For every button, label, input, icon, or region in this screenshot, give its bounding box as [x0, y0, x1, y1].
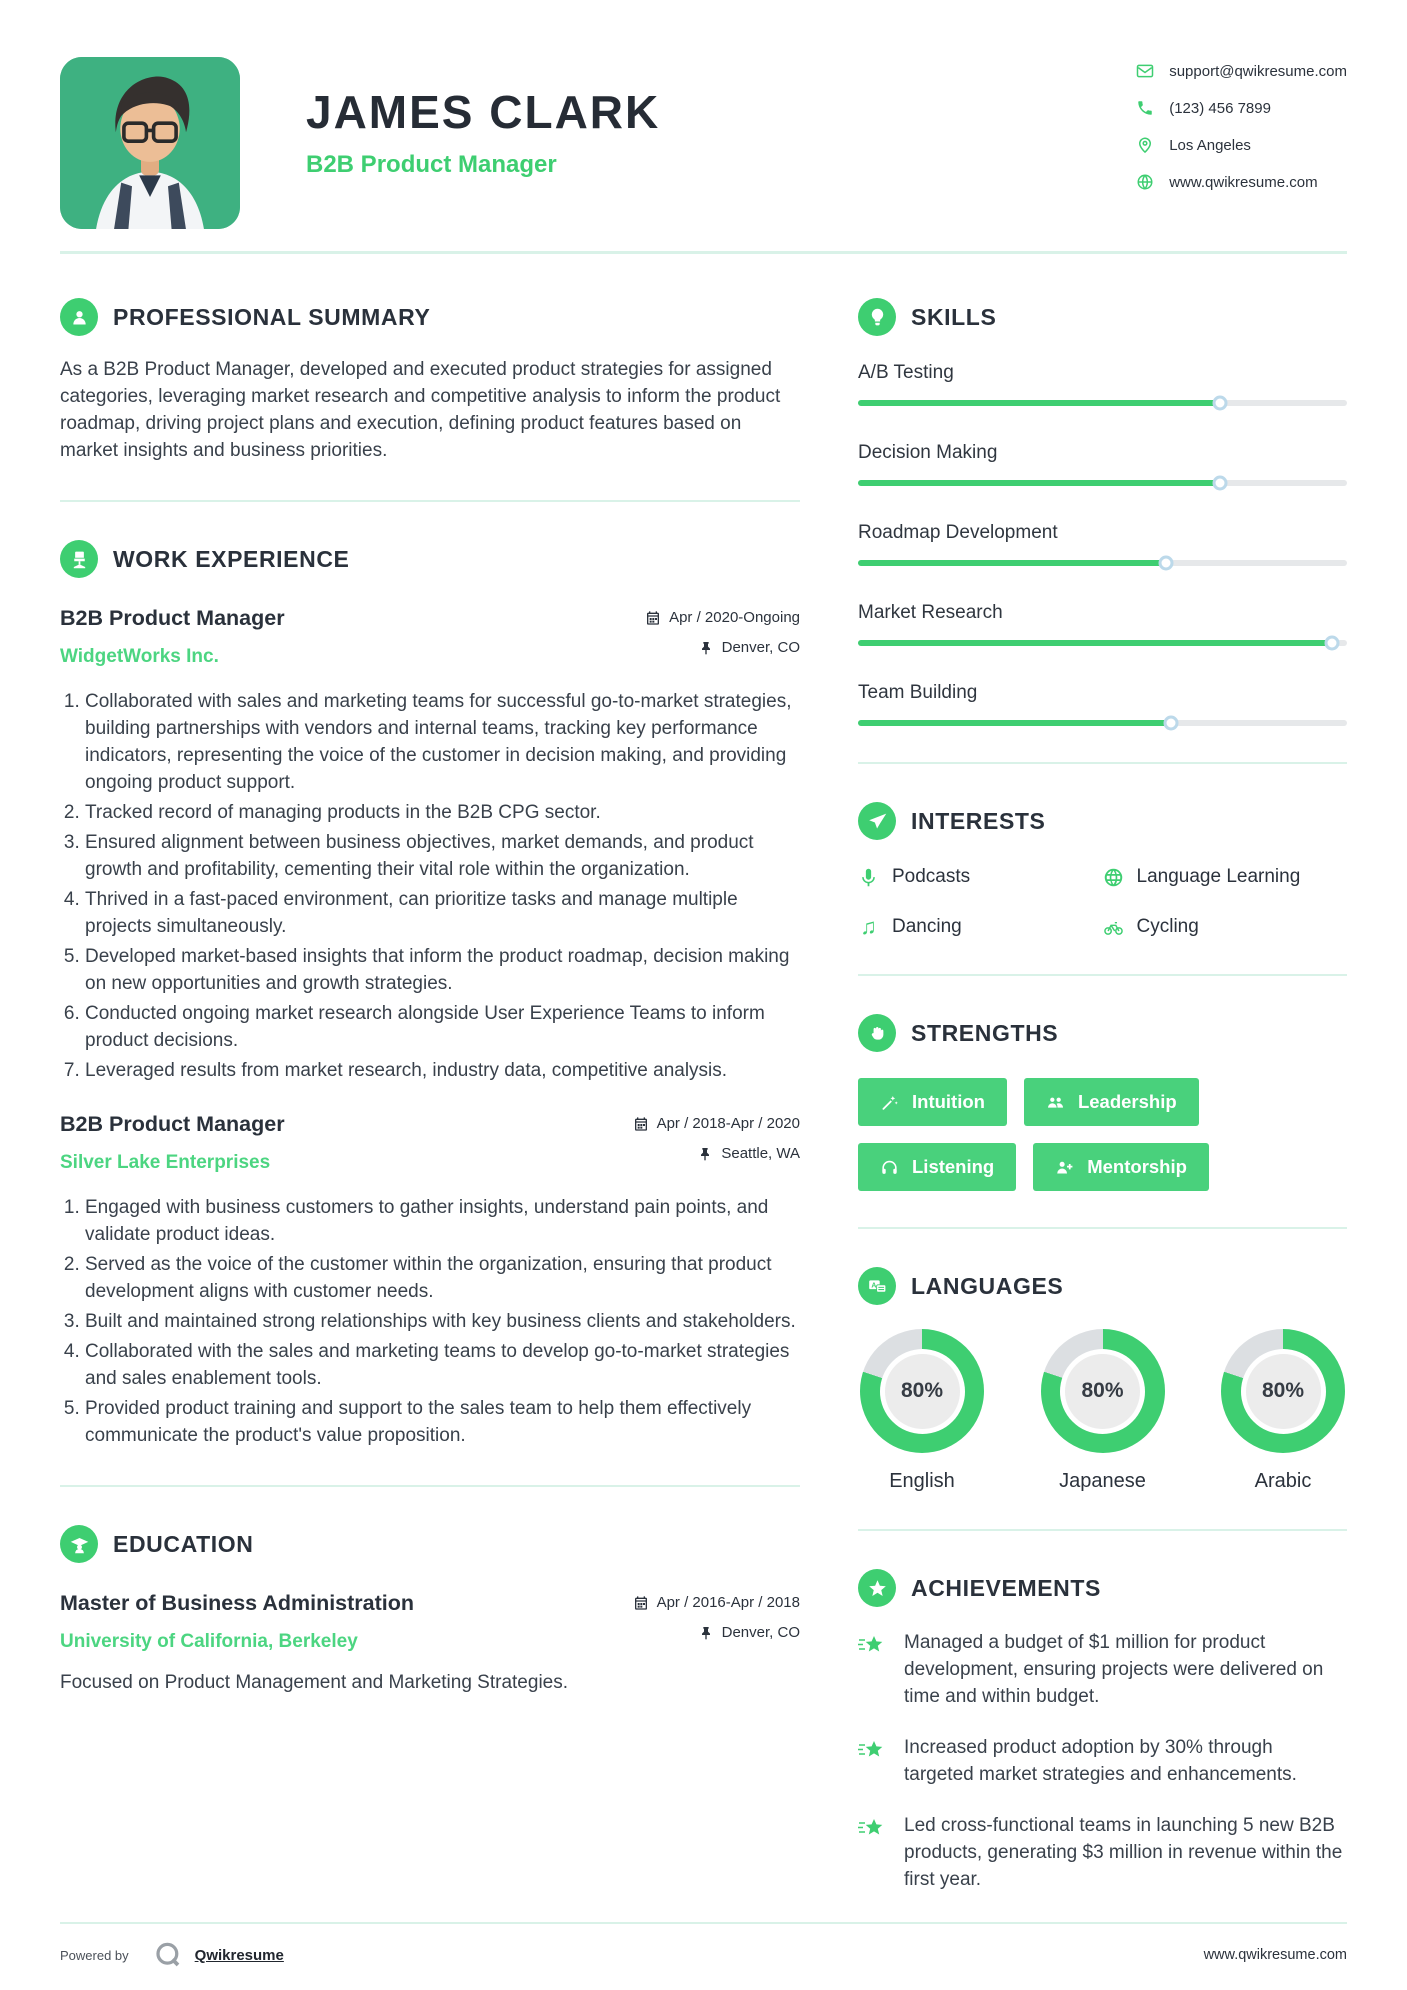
section-professional-summary — [60, 298, 800, 336]
contact-location-text: Los Angeles — [1169, 136, 1251, 154]
achievement-item: Increased product adoption by 30% through targeted market strategies and enhancements. — [858, 1734, 1347, 1788]
team-icon — [1046, 1093, 1065, 1112]
job-company: Silver Lake Enterprises — [60, 1152, 271, 1173]
section-languages — [858, 1267, 1347, 1305]
contact-phone — [1136, 99, 1347, 117]
globe-icon — [1103, 867, 1124, 888]
section-achievements — [858, 1569, 1347, 1607]
bullet: 3. Ensured alignment between business objectives, market demands, and product growth and profitability, cementing their vital role within the organization. — [85, 829, 800, 883]
education-entry — [60, 1591, 800, 1653]
right-column — [858, 298, 1347, 1917]
skill-slider — [858, 400, 1347, 406]
language-label: Arabic — [1254, 1470, 1312, 1492]
skills-heading: SKILLS — [911, 303, 997, 330]
contact-block — [1136, 57, 1347, 210]
section-education — [60, 1525, 800, 1563]
avatar — [60, 57, 240, 229]
education-dates: Apr / 2016-Apr / 2018 — [633, 1594, 800, 1611]
skill-slider — [858, 640, 1347, 646]
phone-icon — [1136, 99, 1154, 117]
language-item — [1039, 1329, 1167, 1493]
skill-name: Roadmap Development — [858, 522, 1058, 543]
school: University of California, Berkeley — [60, 1631, 358, 1652]
identity — [306, 57, 660, 179]
language-donut — [860, 1329, 984, 1453]
bullet: 2. Tracked record of managing products in the B2B CPG sector. — [85, 799, 800, 826]
job-bullet-list — [60, 1194, 800, 1449]
paper-plane-icon — [858, 802, 896, 840]
languages-row — [858, 1329, 1347, 1493]
job-location: Denver, CO — [698, 639, 800, 656]
skill-slider — [858, 480, 1347, 486]
interests-heading: INTERESTS — [911, 807, 1046, 834]
skill-fill — [858, 640, 1332, 646]
achievements-heading: ACHIEVEMENTS — [911, 1574, 1101, 1601]
interest-item: Podcasts — [858, 866, 1103, 888]
star-icon — [858, 1569, 896, 1607]
bullet: 1. Collaborated with sales and marketing teams for successful go-to-market strategies, building partnerships with vendors and internal teams, tracking key performance indicators, representing the voice of the customer in decision making, and providing ongoing product support. — [85, 688, 800, 796]
pushpin-icon — [698, 1625, 714, 1641]
strength-chip: Listening — [858, 1143, 1016, 1191]
interests-grid — [858, 866, 1347, 938]
job-entry — [60, 1112, 800, 1449]
language-percent: 80% — [1065, 1354, 1140, 1429]
footer-website[interactable]: www.qwikresume.com — [1203, 1947, 1347, 1963]
pushpin-icon — [698, 640, 714, 656]
job-company: WidgetWorks Inc. — [60, 646, 219, 667]
skill-slider — [858, 560, 1347, 566]
contact-email-text: support@qwikresume.com — [1169, 62, 1347, 80]
calendar-icon — [645, 610, 661, 626]
email-icon — [1136, 62, 1154, 80]
office-chair-icon — [60, 540, 98, 578]
languages-heading: LANGUAGES — [911, 1272, 1064, 1299]
candidate-name: JAMES CLARK — [306, 86, 661, 138]
strength-chip: Leadership — [1024, 1078, 1199, 1126]
interest-item: Language Learning — [1103, 866, 1348, 888]
section-divider — [858, 974, 1347, 976]
globe-icon — [1136, 173, 1154, 191]
section-divider — [60, 1485, 800, 1487]
microphone-icon — [858, 867, 879, 888]
translate-icon — [858, 1267, 896, 1305]
bullet: 4. Thrived in a fast-paced environment, can prioritize tasks and manage multiple projects simultaneously. — [85, 886, 800, 940]
footer — [60, 1922, 1347, 1970]
skills-list — [858, 362, 1347, 726]
music-note-icon: ♫ — [860, 914, 877, 939]
bullet: 4. Collaborated with the sales and marketing teams to develop go-to-market strategies and sales enablement tools. — [85, 1338, 800, 1392]
person-icon — [60, 298, 98, 336]
achievement-item: Managed a budget of $1 million for product development, ensuring projects were delivered on time and within budget. — [858, 1629, 1347, 1710]
job-entry — [60, 606, 800, 1084]
shooting-star-icon — [858, 1812, 888, 1893]
bicycle-icon — [1103, 917, 1124, 938]
svg-text:A: A — [870, 1281, 876, 1289]
bullet: 5. Provided product training and support to the sales team to help them effectively communicate the product's value proposition. — [85, 1395, 800, 1449]
calendar-icon — [633, 1116, 649, 1132]
bullet: 5. Developed market-based insights that inform the product roadmap, decision making on new opportunities and growth strategies. — [85, 943, 800, 997]
profile-photo — [60, 57, 240, 229]
headphones-icon — [880, 1158, 899, 1177]
section-divider — [60, 500, 800, 502]
language-item — [858, 1329, 986, 1493]
interest-item: Cycling — [1103, 916, 1348, 938]
strength-chip: Mentorship — [1033, 1143, 1209, 1191]
skill-name: Team Building — [858, 682, 978, 703]
contact-phone-text: (123) 456 7899 — [1169, 99, 1271, 117]
section-work-experience — [60, 540, 800, 578]
education-location: Denver, CO — [698, 1624, 800, 1641]
education-note: Focused on Product Management and Marketing Strategies. — [60, 1672, 569, 1693]
user-plus-icon — [1055, 1158, 1074, 1177]
job-bullet-list — [60, 688, 800, 1084]
location-pin-icon — [1136, 136, 1154, 154]
skill-name: Decision Making — [858, 442, 998, 463]
section-strengths — [858, 1014, 1347, 1052]
job-dates: Apr / 2018-Apr / 2020 — [633, 1115, 800, 1132]
bullet: 7. Leveraged results from market research, industry data, competitive analysis. — [85, 1057, 800, 1084]
section-skills — [858, 298, 1347, 336]
strengths-heading: STRENGTHS — [911, 1019, 1059, 1046]
interest-item: ♫ Dancing — [858, 916, 1103, 938]
skill-name: A/B Testing — [858, 362, 954, 383]
section-divider — [858, 1529, 1347, 1531]
degree: Master of Business Administration — [60, 1591, 415, 1615]
achievement-item: Led cross-functional teams in launching 5 new B2B products, generating $3 million in revenue within the first year. — [858, 1812, 1347, 1893]
pushpin-icon — [697, 1146, 713, 1162]
header-divider — [60, 251, 1347, 254]
magic-wand-icon — [880, 1093, 899, 1112]
shooting-star-icon — [858, 1629, 888, 1710]
language-donut — [1221, 1329, 1345, 1453]
slider-knob[interactable] — [1212, 476, 1227, 491]
graduate-icon — [60, 1525, 98, 1563]
bullet: 3. Built and maintained strong relationships with key business clients and stakeholders. — [85, 1308, 800, 1335]
section-interests — [858, 802, 1347, 840]
bullet: 6. Conducted ongoing market research alongside User Experience Teams to inform product decisions. — [85, 1000, 800, 1054]
education-heading: EDUCATION — [113, 1530, 254, 1557]
strength-chip: Intuition — [858, 1078, 1007, 1126]
job-location: Seattle, WA — [697, 1145, 800, 1162]
language-donut — [1041, 1329, 1165, 1453]
qwikresume-link[interactable]: Qwikresume — [194, 1946, 284, 1964]
lightbulb-icon — [858, 298, 896, 336]
contact-location — [1136, 136, 1347, 154]
slider-knob[interactable] — [1159, 556, 1174, 571]
contact-email[interactable] — [1136, 62, 1347, 80]
summary-text: As a B2B Product Manager, developed and executed product strategies for assigned categories, leveraging market research and competitive analysis to inform the product roadmap, driving project plans and execution, defining product features based on market insights and business priorities. — [60, 359, 781, 461]
contact-website-text: www.qwikresume.com — [1169, 173, 1318, 191]
work-heading: WORK EXPERIENCE — [113, 545, 350, 572]
language-label: English — [889, 1470, 955, 1492]
strengths-chips — [858, 1078, 1347, 1191]
bullet: 2. Served as the voice of the customer within the organization, ensuring that product development aligns with customer needs. — [85, 1251, 800, 1305]
skill-fill — [858, 400, 1220, 406]
language-percent: 80% — [1246, 1354, 1321, 1429]
job-title: B2B Product Manager — [60, 1112, 285, 1136]
section-divider — [858, 1227, 1347, 1229]
job-dates: Apr / 2020-Ongoing — [645, 609, 800, 626]
skill-name: Market Research — [858, 602, 1003, 623]
slider-knob[interactable] — [1325, 636, 1340, 651]
language-item — [1219, 1329, 1347, 1493]
language-percent: 80% — [885, 1354, 960, 1429]
calendar-icon — [633, 1595, 649, 1611]
job-title: B2B Product Manager — [60, 606, 285, 630]
achievements-list — [858, 1629, 1347, 1893]
section-divider — [858, 762, 1347, 764]
summary-heading: PROFESSIONAL SUMMARY — [113, 303, 431, 330]
language-label: Japanese — [1059, 1470, 1146, 1492]
qwikresume-logo-icon — [153, 1940, 183, 1970]
slider-knob[interactable] — [1163, 716, 1178, 731]
slider-knob[interactable] — [1212, 396, 1227, 411]
fist-icon — [858, 1014, 896, 1052]
contact-website[interactable] — [1136, 173, 1347, 191]
powered-by-label: Powered by — [60, 1947, 129, 1963]
left-column — [60, 298, 800, 1917]
candidate-title: B2B Product Manager — [306, 151, 557, 178]
skill-fill — [858, 720, 1171, 726]
header — [60, 57, 1347, 229]
bullet: 1. Engaged with business customers to gather insights, understand pain points, and validate product ideas. — [85, 1194, 800, 1248]
skill-fill — [858, 480, 1220, 486]
skill-fill — [858, 560, 1166, 566]
skill-slider — [858, 720, 1347, 726]
shooting-star-icon — [858, 1734, 888, 1788]
